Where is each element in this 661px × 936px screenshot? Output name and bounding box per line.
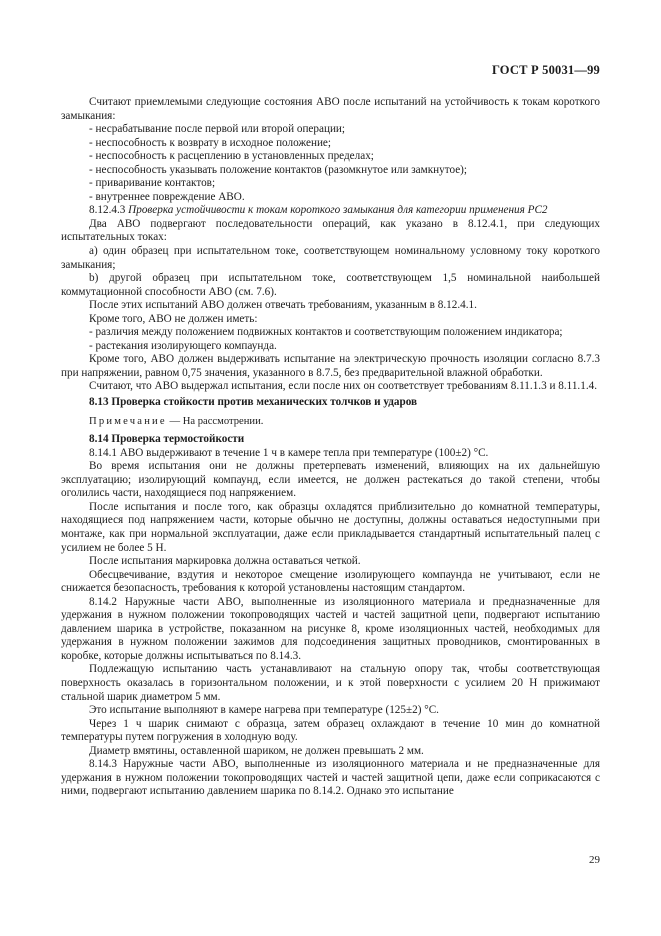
body-paragraph: - неспособность к возврату в исходное положение; bbox=[89, 136, 331, 149]
note-label: Примечание bbox=[89, 415, 167, 427]
body-paragraph: 8.14.2 Наружные части АВО, выполненные из изоляционного материала и предназначенные для удержания в нужном положении токопроводящих частей и частей защитной цепи, подвергают испытанию давлением шарика в устройстве, показанном на рисунке 8, кроме изоляционных частей, необходимых для удержания в нужном положении зажимов для подсоединения защитных проводников, смонтированных в коробке, которые должны испытываться по 8.14.3. bbox=[61, 595, 600, 662]
body-paragraph: - неспособность указывать положение контактов (разомкнутое или замкнутое); bbox=[89, 163, 468, 176]
standard-header: ГОСТ Р 50031—99 bbox=[491, 63, 600, 77]
body-paragraph: Диаметр вмятины, оставленной шариком, не должен превышать 2 мм. bbox=[89, 744, 424, 757]
body-paragraph: Два АВО подвергают последовательности операций, как указано в 8.12.4.1, при следующих испытательных токах: bbox=[61, 217, 600, 244]
body-paragraph: - несрабатывание после первой или второй операции; bbox=[89, 123, 346, 136]
page-number: 29 bbox=[589, 854, 600, 866]
body-paragraph: 8.14.3 Наружные части АВО, выполненные из изоляционного материала и не предназначенные для удержания в нужном положении токопроводящих частей и частей защитной цепи, даже если соприкасаются с ними, подвергают испытанию давлением шарика по 8.14.2. Однако это испытание bbox=[61, 758, 600, 798]
body-paragraph: - различия между положением подвижных контактов и соответствующим положением индикатора; bbox=[89, 326, 563, 339]
body-paragraph: После испытания маркировка должна оставаться четкой. bbox=[89, 555, 361, 568]
body-paragraph: Кроме того, АВО не должен иметь: bbox=[89, 312, 258, 325]
body-paragraph: а) один образец при испытательном токе, соответствующем номинальному условному току короткого замыкания; bbox=[61, 245, 600, 271]
body-paragraph: b) другой образец при испытательном токе, соответствующем 1,5 номинальной наибольшей коммутационной способности АВО (см. 7.6). bbox=[61, 272, 600, 298]
body-paragraph: - растекания изолирующего компаунда. bbox=[89, 339, 277, 352]
body-paragraph: Подлежащую испытанию часть устанавливают на стальную опору так, чтобы соответствующая поверхность оказалась в горизонтальном положении, и к этой поверхности с усилием 20 Н прижимают стальной шарик диаметром 5 мм. bbox=[61, 663, 600, 703]
body-paragraph: Это испытание выполняют в камере нагрева при температуре (125±2) °С. bbox=[89, 704, 439, 717]
body-paragraph: Через 1 ч шарик снимают с образца, затем образец охлаждают в течение 10 мин до комнатной температуры путем погружения в холодную воду. bbox=[61, 717, 600, 744]
body-paragraph bbox=[61, 204, 600, 218]
body-paragraph: Во время испытания они не должны претерпевать изменений, влияющих на их дальнейшую эксплуатацию; изолирующий компаунд, если имеется, не должен растекаться до такой степени, чтобы оголились части, находящиеся под напряжением. bbox=[61, 460, 600, 500]
body-paragraph: Считают, что АВО выдержал испытания, если после них он соответствует требованиям 8.11.1.3 и 8.11.1.4. bbox=[89, 380, 598, 393]
section-heading: 8.14 Проверка термостойкости bbox=[89, 433, 245, 446]
body-paragraph: - приваривание контактов; bbox=[89, 177, 216, 190]
document-body bbox=[61, 96, 600, 799]
note-paragraph bbox=[61, 415, 600, 429]
body-paragraph: Кроме того, АВО должен выдерживать испытание на электрическую прочность изоляции согласно 8.7.3 при напряжении, равном 0,75 значения, указанного в 8.7.5, без предварительной влажной обработки. bbox=[61, 353, 600, 379]
body-paragraph: После испытания и после того, как образцы охладятся приблизительно до комнатной температуры, находящиеся под напряжением части, которые обычно не доступны, должны оставаться недоступными при монтаже, как при нормальной эксплуатации, даже если прикладывается стандартный испытательный палец с усилием не более 5 Н. bbox=[61, 500, 600, 554]
body-paragraph: - неспособность к расцеплению в установленных пределах; bbox=[89, 150, 374, 163]
body-paragraph: Обесцвечивание, вздутия и некоторое смещение изолирующего компаунда не учитывают, если не снижается безопасность, требования к которой установлены настоящим стандартом. bbox=[61, 568, 600, 595]
body-paragraph: - внутреннее повреждение АВО. bbox=[89, 190, 245, 203]
section-heading: 8.13 Проверка стойкости против механических толчков и ударов bbox=[89, 396, 418, 409]
clause-title: Проверка устойчивости к токам короткого замыкания для категории применения PC2 bbox=[128, 204, 548, 217]
body-paragraph: Считают приемлемыми следующие состояния АВО после испытаний на устойчивость к токам короткого замыкания: bbox=[61, 96, 600, 122]
clause-number: 8.12.4.3 bbox=[89, 204, 129, 217]
body-paragraph: 8.14.1 АВО выдерживают в течение 1 ч в камере тепла при температуре (100±2) °С. bbox=[89, 446, 489, 459]
body-paragraph: После этих испытаний АВО должен отвечать требованиям, указанным в 8.12.4.1. bbox=[89, 299, 477, 312]
note-text: — На рассмотрении. bbox=[166, 415, 264, 427]
